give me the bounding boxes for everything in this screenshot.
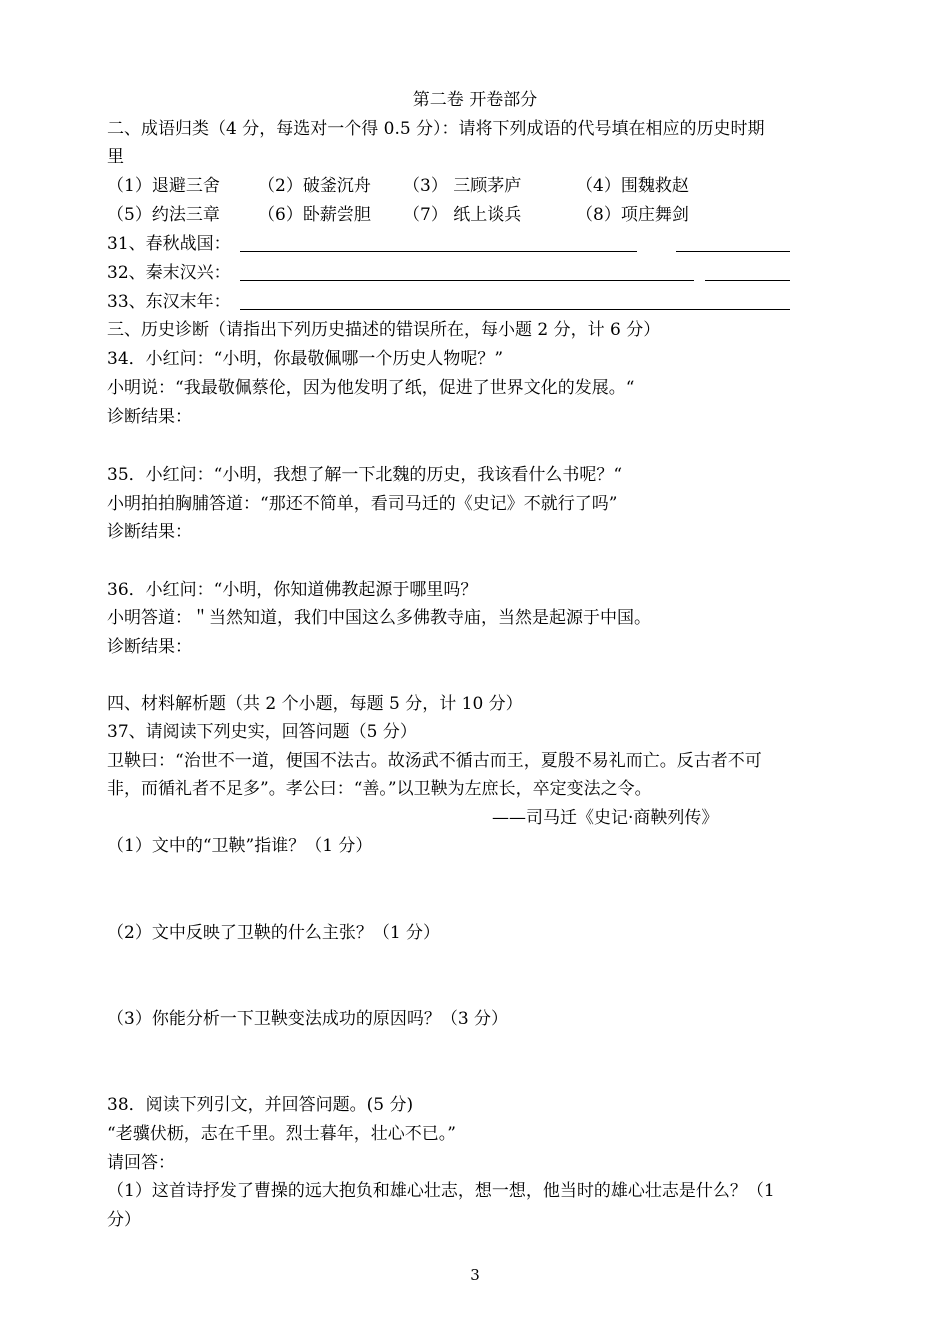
idiom-option-7: （7） 纸上谈兵 — [403, 205, 522, 225]
page-number: 3 — [470, 1266, 480, 1284]
question-37-sub-1: （1）文中的“卫鞅”指谁？（1 分） — [107, 836, 373, 856]
question-36-line-2: 小明答道：＂当然知道，我们中国这么多佛教寺庙，当然是起源于中国。 — [107, 608, 651, 628]
question-34-line-2: 小明说：“我最敬佩蔡伦，因为他发明了纸，促进了世界文化的发展。“ — [107, 378, 635, 398]
idiom-option-2: （2）破釜沉舟 — [258, 176, 371, 196]
question-37-sub-3: （3）你能分析一下卫鞅变法成功的原因吗？（3 分） — [107, 1009, 509, 1029]
question-31-label: 31、春秋战国： — [107, 234, 231, 254]
page-title: 第二卷 开卷部分 — [412, 90, 538, 110]
answer-line-31b[interactable] — [676, 251, 790, 252]
question-36-diagnosis: 诊断结果： — [107, 637, 192, 657]
question-38-prompt: 请回答： — [107, 1153, 175, 1173]
question-33-label: 33、东汉末年： — [107, 292, 231, 312]
question-34-line-1: 34．小红问：“小明，你最敬佩哪一个历史人物呢？” — [107, 349, 504, 369]
question-34-diagnosis: 诊断结果： — [107, 407, 192, 427]
section-4-heading: 四、材料解析题（共 2 个小题，每题 5 分，计 10 分） — [107, 694, 523, 714]
answer-line-32b[interactable] — [705, 280, 790, 281]
idiom-option-4: （4）围魏救赵 — [576, 176, 689, 196]
idiom-option-8: （8）项庄舞剑 — [576, 205, 689, 225]
question-38-sub-1-line-2: 分） — [107, 1210, 141, 1230]
question-35-line-2: 小明拍拍胸脯答道：“那还不简单，看司马迁的《史记》不就行了吗” — [107, 494, 618, 514]
question-38-poem: “老骥伏枥，志在千里。烈士暮年，壮心不已。” — [107, 1124, 456, 1144]
section-2-heading-cont: 里 — [107, 147, 124, 167]
idiom-option-6: （6）卧薪尝胆 — [258, 205, 371, 225]
question-38-intro: 38．阅读下列引文，并回答问题。(5 分) — [107, 1095, 414, 1115]
question-37-quote-line-1: 卫鞅曰：“治世不一道，便国不法古。故汤武不循古而王，夏殷不易礼而亡。反古者不可 — [107, 751, 762, 771]
answer-line-33[interactable] — [240, 309, 790, 310]
question-32-label: 32、秦末汉兴： — [107, 263, 231, 283]
section-2-heading: 二、成语归类（4 分，每选对一个得 0.5 分）：请将下列成语的代号填在相应的历史时期 — [107, 119, 765, 139]
question-36-line-1: 36．小红问：“小明，你知道佛教起源于哪里吗？ — [107, 580, 478, 600]
question-37-source: ——司马迁《史记·商鞅列传》 — [492, 808, 719, 828]
answer-line-31a[interactable] — [240, 251, 637, 252]
question-35-line-1: 35．小红问：“小明，我想了解一下北魏的历史，我该看什么书呢？“ — [107, 465, 623, 485]
question-37-sub-2: （2）文中反映了卫鞅的什么主张？（1 分） — [107, 923, 441, 943]
answer-line-32a[interactable] — [240, 280, 694, 281]
question-38-sub-1-line-1: （1）这首诗抒发了曹操的远大抱负和雄心壮志，想一想，他当时的雄心壮志是什么？（1 — [107, 1181, 775, 1201]
idiom-option-1: （1）退避三舍 — [107, 176, 220, 196]
idiom-option-5: （5）约法三章 — [107, 205, 220, 225]
section-3-heading: 三、历史诊断（请指出下列历史描述的错误所在，每小题 2 分，计 6 分） — [107, 320, 661, 340]
idiom-option-3: （3） 三顾茅庐 — [403, 176, 522, 196]
question-37-intro: 37、请阅读下列史实，回答问题（5 分） — [107, 722, 417, 742]
question-35-diagnosis: 诊断结果： — [107, 522, 192, 542]
question-37-quote-line-2: 非，而循礼者不足多”。孝公曰：“善。”以卫鞅为左庶长，卒定变法之令。 — [107, 779, 652, 799]
